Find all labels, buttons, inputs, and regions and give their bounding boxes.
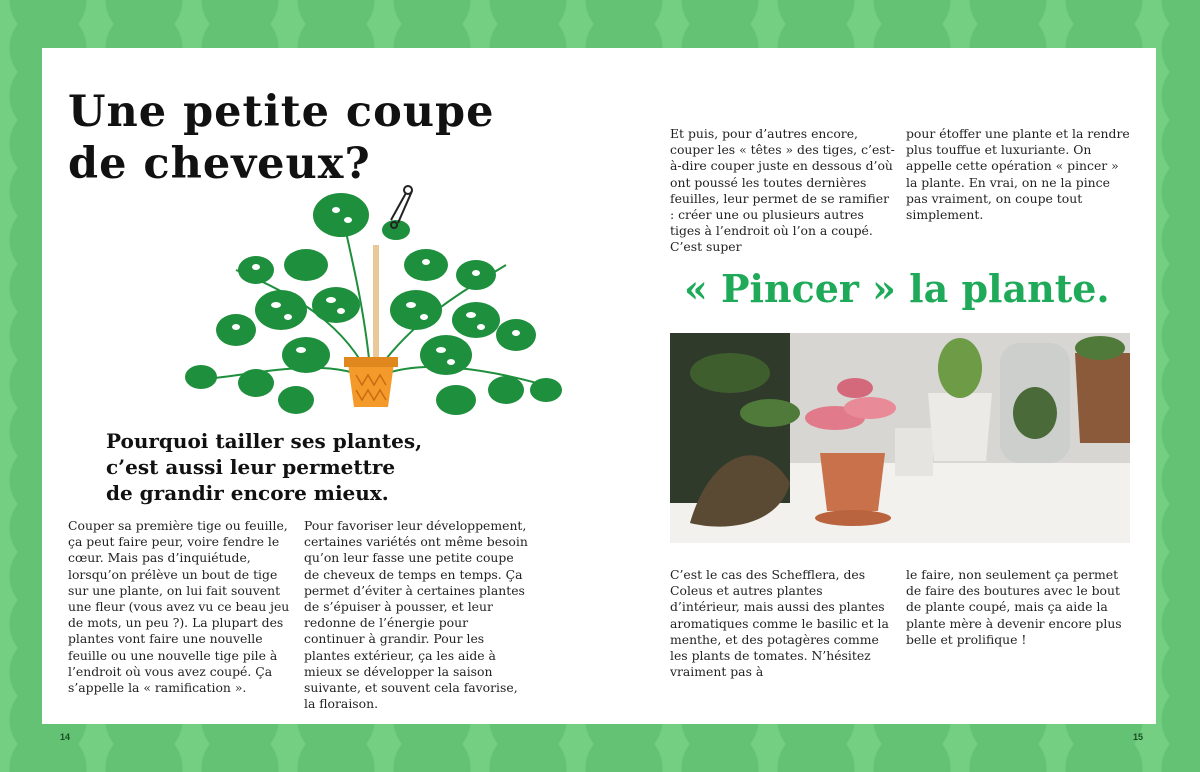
body-column-1: Couper sa première tige ou feuille, ça peut faire peur, voire fendre le cœur. Mais pas d’inquiétude, lorsqu’on prélève un bout de tige sur une plante, on lui fait souvent une fleur (vous avez vu ce beau jeu de mots, un peu ?). La plupart des plantes vont faire une nouvelle feuille ou une nouvelle tige pile à l’endroit où vous avez coupé. Ça s’appelle la « ramification ». bbox=[68, 518, 290, 696]
pull-quote: « Pincer » la plante. bbox=[684, 266, 1110, 311]
subtitle-line-3: de grandir encore mieux. bbox=[106, 481, 389, 505]
monstera-plant-with-scissors-icon bbox=[176, 185, 566, 430]
page-title bbox=[68, 86, 494, 190]
houseplants-on-shelf-photo bbox=[670, 333, 1130, 543]
subtitle-line-1: Pourquoi tailler ses plantes, bbox=[106, 429, 423, 453]
body-column-2: Pour favoriser leur développement, certaines variétés ont même besoin qu’on leur fasse une petite coupe de cheveux de temps en temps. Ça permet d’éviter à certaines plantes de s’épuiser à pousser, et leur redonne de l’énergie pour continuer à grandir. Pour les plantes extérieur, ça les aide à mieux se développer la saison suivante, et souvent cela favorise, la floraison. bbox=[304, 518, 528, 712]
section-subtitle bbox=[106, 428, 422, 506]
page-number-right: 15 bbox=[1133, 732, 1144, 742]
body-column-4: pour étoffer une plante et la rendre plus touffue et luxuriante. On appelle cette opération « pincer » la plante. En vrai, on ne la pince pas vraiment, on coupe tout simplement. bbox=[906, 126, 1130, 223]
page-number-left: 14 bbox=[60, 732, 71, 742]
body-column-5: C’est le cas des Schefflera, des Coleus et autres plantes d’intérieur, mais aussi des plantes aromatiques comme le basilic et la menthe, et des potagères comme les plants de tomates. N’hésitez vraiment pas à bbox=[670, 567, 889, 680]
title-line-1: Une petite coupe bbox=[68, 87, 495, 137]
body-column-6: le faire, non seulement ça permet de faire des boutures avec le bout de plante coupé, mais ça aide la plante mère à devenir encore plus belle et prolifique ! bbox=[906, 567, 1122, 647]
subtitle-line-2: c’est aussi leur permettre bbox=[106, 455, 396, 479]
body-column-3: Et puis, pour d’autres encore, couper les « têtes » des tiges, c’est-à-dire couper juste en dessous d’où ont poussé les toutes dernières feuilles, leur permet de se ramifier : créer une ou plusieurs autres tiges à l’endroit où l’on a coupé. C’est super bbox=[670, 126, 895, 255]
title-line-2: de cheveux? bbox=[68, 139, 371, 189]
